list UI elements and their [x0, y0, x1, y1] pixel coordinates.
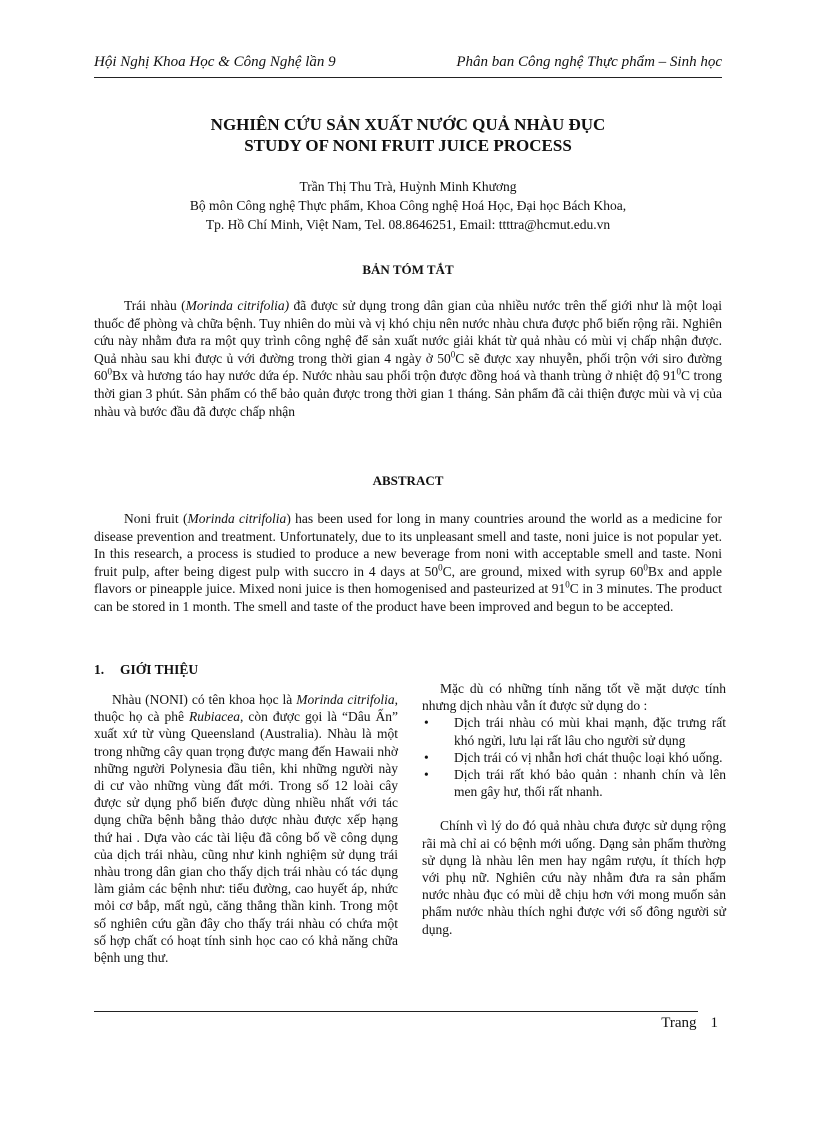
- species-name: Morinda citrifolia: [296, 692, 395, 707]
- header-conference: Hội Nghị Khoa Học & Công Nghệ lần 9: [94, 54, 336, 70]
- left-column: [94, 691, 398, 966]
- summary-vietnamese: Trái nhàu (Morinda citrifolia) đã được sử dụng trong dân gian của nhiều nước trên thế giới như là một loại thuốc để phòng và chữa bệnh. Tuy nhiên do mùi và vị khó chịu nên nước nhàu chưa được phổ biến rộng rãi. Nghiên cứu này nhằm đưa ra một quy trình công nghệ để sản xuất nước giải khát từ quả nhàu có mùi vị chấp nhận được. Quả nhàu sau khi được ủ với đường trong thời gian 4 ngày ở $50^0C$ sẽ được xay nhuyễn, phối trộn với siro đường $60^0Bx$ và hương táo hay nước dứa ép. Nước nhàu sau phối trộn được đồng hoá và thanh trùng ở nhiệt độ $91^0C$ trong thời gian 3 phút. Sản phẩm có thể bảo quản được trong thời gian 1 tháng. Sản phẩm đã cải thiện được mùi và vị của nhàu và bước đầu đã được chấp nhận: [94, 298, 723, 419]
- page-number: 1: [710, 1015, 718, 1031]
- right-column: [422, 680, 726, 938]
- abstract-heading: ABSTRACT: [372, 473, 444, 488]
- page-label: Trang: [661, 1015, 697, 1031]
- title-vietnamese: NGHIÊN CỨU SẢN XUẤT NƯỚC QUẢ NHÀU ĐỤC: [210, 115, 606, 134]
- bullet-icon: •: [424, 767, 429, 783]
- summary-heading: BẢN TÓM TẮT: [362, 262, 454, 277]
- section-title: GIỚI THIỆU: [120, 662, 199, 677]
- bullet-icon: •: [424, 715, 429, 731]
- author-affiliation: Bộ môn Công nghệ Thực phẩm, Khoa Công nghệ Hoá Học, Đại học Bách Khoa,: [189, 198, 627, 213]
- title-english: STUDY OF NONI FRUIT JUICE PROCESS: [244, 136, 572, 155]
- paper-title: [94, 114, 722, 156]
- intro-paragraph: Nhàu (NONI) có tên khoa học là Morinda citrifolia, thuộc họ cà phê Rubiacea, còn được gọi là “Dâu Ấn” xuất xứ từ vùng Queensland (Australia). Nhàu là một trong những cây quan trọng được mang đến Hawaii nhờ những người Polynesia đầu tiên, khi những người này di cư vào những vùng đất mới. Trong số 12 loài cây được sử dụng phổ biến được dùng nhiều nhất với tác dụng chữa bệnh bằng thảo dược nhàu được xếp hạng thứ hai . Dựa vào các tài liệu đã công bố về công dụng của dịch trái nhàu, cũng như kinh nghiệm sử dụng trái nhàu trong dân gian cho thấy dịch trái nhàu có tác dụng làm giảm các bệnh như: tiểu đường, cao huyết áp, nhức mỏi cơ bắp, mất ngủ, căng thẳng thần kinh. Trong một số nghiên cứu gần đây cho thấy trái nhàu có chứa một số hợp chất có hoạt tính sinh học cao có khả năng chữa bệnh ung thư.: [94, 692, 399, 966]
- running-header: [94, 54, 722, 76]
- section-heading: [94, 662, 198, 678]
- limitations-list: [422, 714, 726, 800]
- footer-divider: [94, 1011, 698, 1012]
- list-item: • Dịch trái có vị nhẫn hơi chát thuộc loại khó uống.: [424, 749, 723, 765]
- family-name: Rubiacea: [188, 709, 240, 725]
- author-block: [94, 177, 722, 234]
- section-number: 1.: [94, 662, 105, 677]
- conclusion-paragraph: Chính vì lý do đó quả nhàu chưa được sử dụng rộng rãi mà chỉ ai có bệnh mới uống. Dạng sản phẩm thường sử dụng là nhàu lên men hay ngâm rượu, ít thích hợp với phụ nữ. Nghiên cứu này nhằm đưa ra sản phẩm nước nhàu đục có mùi dễ chịu hơn với mong muốn sản phẩm nước nhàu thích nghi được với số đông người sử dụng.: [422, 818, 726, 937]
- page-footer: [661, 1015, 718, 1032]
- abstract-english: Noni fruit (Morinda citrifolia) has been used for long in many countries around the world as a medicine for disease prevention and treatment. Unfortunately, due to its unpleasant smell and taste, noni juice is not popular yet. In this research, a process is studied to produce a new beverage from noni with acceptable smell and taste. Noni fruit pulp, after being digest pulp with succro in 4 days at $50^0C$, are ground, mixed with syrup $60^0Bx$ and apple flavors or pineapple juice. Mixed noni juice is then homogenised and pasteurized at $91^0C$ in 3 minutes. The product can be stored in 1 month. The smell and taste of the product have been improved and begun to be accepted.: [94, 511, 722, 614]
- species-name: Morinda citrifolia: [187, 511, 287, 526]
- species-name: Morinda citrifolia): [185, 298, 290, 313]
- bullet-icon: •: [424, 749, 429, 765]
- header-section: Phân ban Công nghệ Thực phẩm – Sinh học: [456, 54, 722, 70]
- list-item: • Dịch trái nhàu có mùi khai mạnh, đặc trưng rất khó ngửi, lưu lại rất lâu cho người sử dụng: [424, 715, 726, 748]
- limitations-intro: Mặc dù có những tính năng tốt về mặt dược tính nhưng dịch nhàu vẫn ít được sử dụng do :: [422, 681, 726, 714]
- author-names: Trần Thị Thu Trà, Huỳnh Minh Khương: [299, 179, 517, 194]
- header-divider: [94, 77, 722, 78]
- author-contact: Tp. Hồ Chí Minh, Việt Nam, Tel. 08.8646251, Email: ttttra@hcmut.edu.vn: [205, 217, 611, 232]
- list-item: • Dịch trái rất khó bảo quản : nhanh chín và lên men gây hư, thối rất nhanh.: [424, 767, 726, 800]
